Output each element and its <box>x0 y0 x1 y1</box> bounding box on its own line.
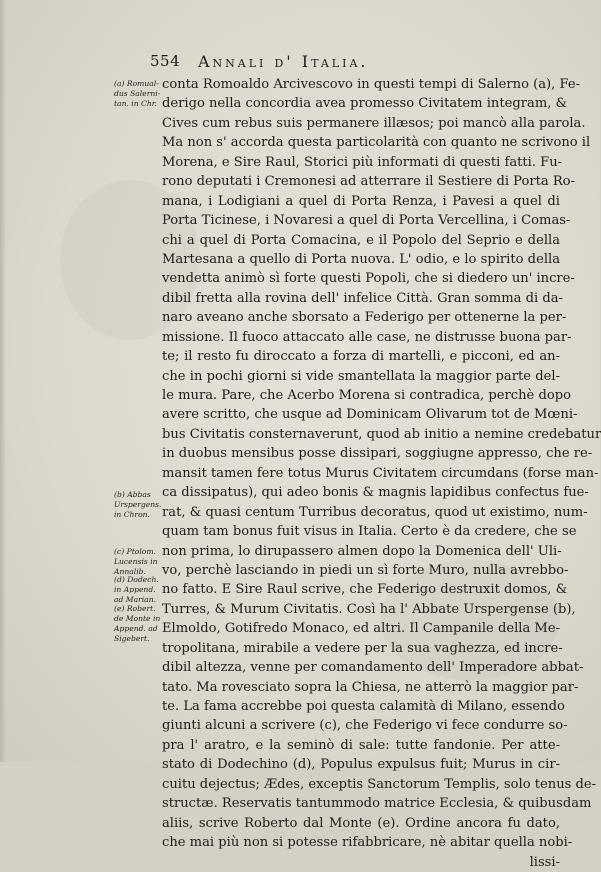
text-line: Ma non s' accorda questa particolarità con quanto ne scrivono il <box>162 135 591 151</box>
margin-note-line: in Chron. <box>114 510 150 519</box>
text-line: stato di Dodechino (d), Populus expulsus fuit; Murus in cir- <box>162 757 560 773</box>
text-line: missione. Il fuoco attaccato alle case, ne distrusse buona par- <box>162 329 572 345</box>
text-line: mansit tamen fere totus Murus Civitatem circumdans (forse man- <box>162 465 599 481</box>
text-line: non prima, lo dirupassero almen dopo la Domenica dell' Uli- <box>162 543 562 559</box>
text-line: che in pochi giorni si vide smantellata la maggior parte del- <box>162 368 560 384</box>
text-line: che mai più non si potesse rifabbricare, nè abitar quella nobi- <box>162 835 573 851</box>
margin-note-b <box>114 490 164 520</box>
text-line: naro aveano anche sborsato a Federigo per ottenerne la per- <box>162 310 567 326</box>
text-line: pra l' aratro, e la seminò di sale: tutte fandonie. Per atte- <box>162 737 560 753</box>
text-line: le mura. Pare, che Acerbo Morena si contradica, perchè dopo <box>162 388 571 403</box>
margin-note-line: (b) Abbas <box>114 490 151 499</box>
body-text <box>162 75 601 872</box>
text-line: Cives cum rebus suis permanere illæsos; poi mancò alla parola. <box>162 115 586 131</box>
margin-note-line: Annalib. <box>114 567 146 576</box>
margin-note-e <box>114 604 164 644</box>
text-line: bus Civitatis consternaverunt, quod ab initio a nemine credebatur <box>162 426 601 442</box>
text-line: Turres, & Murum Civitatis. Così ha l' Abbate Urspergense (b), <box>162 601 576 617</box>
margin-notes <box>114 0 162 762</box>
margin-note-line: (a) Romual- <box>114 79 159 88</box>
page-number: 554 <box>150 52 181 70</box>
margin-note-line: tan. in Chr. <box>114 99 157 108</box>
text-line: dibil altezza, venne per comandamento dell' Imperadore abbat- <box>162 660 584 676</box>
margin-note-line: in Append. <box>114 585 156 594</box>
margin-note-line: de Monte in <box>114 614 161 623</box>
text-line: in duobus mensibus posse dissipari, soggiugne appresso, che re- <box>162 446 593 462</box>
text-line: te; il resto fu diroccato a forza di martelli, e picconi, ed an- <box>162 349 560 365</box>
margin-note-a <box>114 79 164 109</box>
running-title: Annali d' Italia. <box>198 52 369 71</box>
margin-note-line: Sigebert. <box>114 634 150 643</box>
margin-note-line: dus Salerni- <box>114 89 161 98</box>
text-line: avere scritto, che usque ad Dominicam Olivarum tot de Mœni- <box>162 407 578 423</box>
text-line: Martesana a quello di Porta nuova. L' odio, e lo spirito della <box>162 251 560 267</box>
margin-note-line: Urspergens. <box>114 500 162 509</box>
text-line: ca dissipatus), qui adeo bonis & magnis lapidibus confectus fue- <box>162 485 589 501</box>
margin-note-c <box>114 547 164 577</box>
text-line: structæ. Reservatis tantummodo matrice Ecclesia, & quibusdam <box>162 796 592 812</box>
text-line: no fatto. E Sire Raul scrive, che Federigo destruxit domos, & <box>162 582 568 598</box>
text-line: Porta Ticinese, i Novaresi a quel di Porta Vercellina, i Comas- <box>162 213 571 229</box>
text-line: tropolitana, mirabile a vedere per la sua vaghezza, ed incre- <box>162 640 563 656</box>
margin-note-line: (e) Robert. <box>114 604 156 613</box>
text-line: lissi- <box>529 854 560 870</box>
text-line: cuitu dejectus; Ædes, exceptis Sanctorum Templis, solo tenus de- <box>162 776 597 792</box>
text-line: conta Romoaldo Arcivescovo in questi tempi di Salerno (a), Fe- <box>162 77 581 92</box>
text-line: Morena, e Sire Raul, Storici più informati di questi fatti. Fu- <box>162 154 563 170</box>
text-line: vo, perchè lasciando in piedi un sì forte Muro, nulla avrebbo- <box>162 562 569 578</box>
text-line: derigo nella concordia avea promesso Civitatem integram, & <box>162 96 568 112</box>
margin-note-line: (d) Dodech. <box>114 575 159 584</box>
margin-note-line: Append. ad <box>114 624 158 633</box>
text-line: mana, i Lodigiani a quel di Porta Renza, i Pavesi a quel di <box>162 193 560 209</box>
margin-note-line: Lucensis in <box>114 557 158 566</box>
text-line: tato. Ma rovesciato sopra la Chiesa, ne atterrò la maggior par- <box>162 679 579 695</box>
text-line: aliis, scrive Roberto dal Monte (e). Ordine ancora fu dato, <box>162 815 560 831</box>
page-header <box>150 52 480 72</box>
margin-note-d <box>114 575 164 605</box>
text-line: Elmoldo, Gotifredo Monaco, ed altri. Il Campanile della Me- <box>162 621 561 637</box>
text-line: te. La fama accrebbe poi questa calamità di Milano, essendo <box>162 699 565 714</box>
text-line: quam tam bonus fuit visus in Italia. Certo è da credere, che se <box>162 524 577 540</box>
text-line: chi a quel di Porta Comacina, e il Popolo del Seprio e della <box>162 232 560 248</box>
text-line: dibil fretta alla rovina dell' infelice Città. Gran somma di da- <box>162 290 563 306</box>
text-line: rono deputati i Cremonesi ad atterrare il Sestiere di Porta Ro- <box>162 174 575 190</box>
text-line: rat, & quasi centum Turribus decoratus, quod ut existimo, num- <box>162 504 588 520</box>
text-line: giunti alcuni a scrivere (c), che Federigo vi fece condurre so- <box>162 718 568 734</box>
text-line: vendetta animò sì forte questi Popoli, che si diedero un' incre- <box>162 271 575 287</box>
margin-note-line: (c) Ptolom. <box>114 547 156 556</box>
margin-note-line: ad Marian. <box>114 595 156 604</box>
